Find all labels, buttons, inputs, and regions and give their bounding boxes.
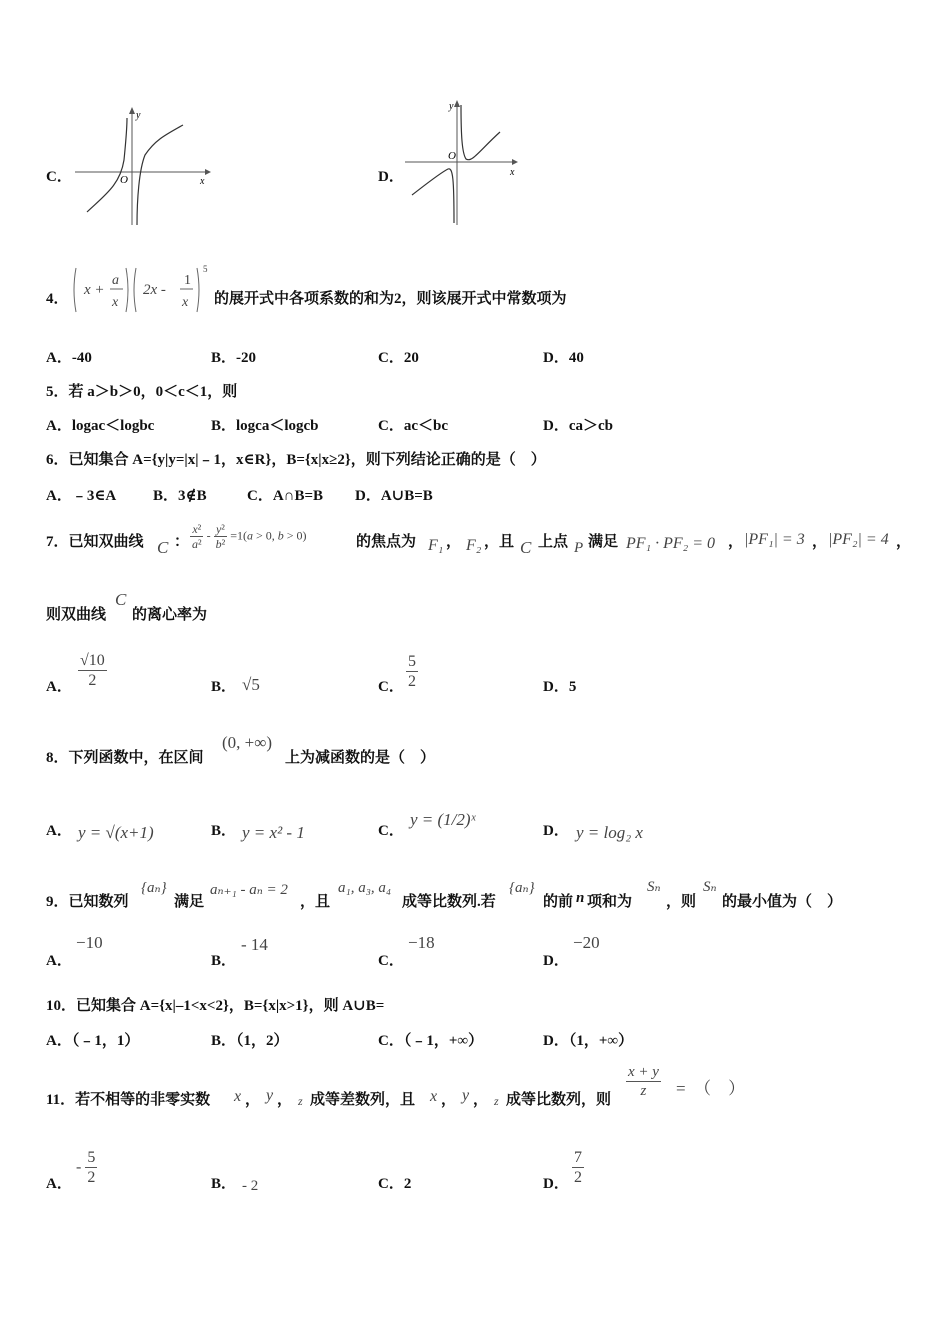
q7-abs-pf1: |PF₁| = 3 [744,531,805,548]
q11-z: z [298,1094,303,1108]
q8-stem-part2: 上为减函数的是（ ） [285,750,436,766]
q9-option-a-label[interactable]: A． [46,953,72,969]
q3-option-d-label: D． [378,169,404,185]
q10-option-c[interactable]: C．（﹣1，+∞） [378,1033,484,1049]
q9-option-b-value: - 14 [241,935,268,954]
q7-option-a-label[interactable]: A． [46,679,72,695]
q6-option-b[interactable]: B．3∉B [153,488,207,504]
q5-option-d[interactable]: D．ca＞cb [543,418,613,434]
q9-option-d-label[interactable]: D． [543,953,569,969]
q9-stem-part7: ，则 [666,894,697,910]
q9-relation: aₙ₊₁ - aₙ = 2 [210,882,288,898]
q9-terms: a₁, a₃, a₄ [338,880,392,896]
q11-stem-part1: 11．若不相等的非零实数 [46,1092,211,1108]
q5-stem: 5．若 a＞b＞0，0＜c＜1，则 [46,384,238,400]
q9-sum: Sₙ [647,879,661,895]
q9-stem-part3: ，且 [300,894,331,910]
q4-option-d[interactable]: D．40 [543,350,584,366]
q7-stem-part1: 7．已知双曲线 [46,534,144,550]
q7-focus-f1: F₁ [428,537,444,554]
svg-text:1: 1 [184,273,191,288]
q11-option-b-value: - 2 [242,1178,259,1194]
q8-option-b-label[interactable]: B． [211,823,237,839]
q11-option-a-label[interactable]: A． [46,1176,72,1192]
q9-stem-part2: 满足 [174,894,205,910]
q11-x: x [234,1088,242,1105]
q3-graph-d [400,95,530,230]
q6-option-a[interactable]: A．﹣3∈A [46,488,117,504]
q8-option-b-value: y = x² - 1 [242,823,305,842]
q11-option-c[interactable]: C．2 [378,1176,412,1192]
q7-option-c-label[interactable]: C． [378,679,404,695]
q8-option-a-value: y = √(x+1) [78,823,154,842]
q8-interval: (0, +∞) [222,733,273,752]
q3-c-y-label: y [136,110,141,121]
q11-stem-part3: 成等比数列，则 [506,1092,612,1108]
q6-option-d[interactable]: D．A∪B=B [355,488,433,504]
q7-option-b-label[interactable]: B． [211,679,237,695]
q4-exponent: 5 [203,264,208,274]
q9-option-d-value: −20 [573,933,600,952]
q9-stem-part1: 9．已知数列 [46,894,129,910]
svg-text:x +: x + [84,282,105,298]
q3-d-x-label: x [510,167,515,178]
q11-fraction: $\frac{x + y}{z}$ [628,1064,659,1099]
q11-option-d-value: $\frac{7}{2}$ [574,1149,582,1187]
q6-stem: 6．已知集合 A={y|y=|x|﹣1，x∈R}，B={x|x≥2}，则下列结论正确的是（ ） [46,452,546,468]
q7-focus-f2: F₂ [466,537,482,554]
q7-stem-part5: 满足 [588,534,619,550]
q9-option-a-value: −10 [76,933,103,952]
q10-option-a[interactable]: A．（﹣1，1） [46,1033,140,1049]
q11-stem-part2: 成等差数列，且 [310,1092,416,1108]
q9-option-b-label[interactable]: B． [211,953,237,969]
q7-abs-pf2: |PF₂| = 4 [828,531,889,548]
q9-option-c-label[interactable]: C． [378,953,404,969]
q11-y: y [266,1087,274,1104]
q7-point-p: P [574,540,584,556]
q9-sum-2: Sₙ [703,879,717,895]
q4-number: 4． [46,291,69,307]
q11-stem-part4: = （ ） [676,1079,746,1098]
q8-option-c-label[interactable]: C． [378,823,404,839]
q8-option-d-label[interactable]: D． [543,823,569,839]
q8-stem-part1: 8．下列函数中，在区间 [46,750,204,766]
q3-option-c-label: C． [46,169,72,185]
svg-text:a: a [112,273,119,288]
q3-c-origin: O [120,174,128,186]
q8-option-c-value: y = (1/2)ˣ [410,810,476,829]
q5-option-c[interactable]: C．ac＜bc [378,418,448,434]
q7-option-c-value: $\frac{5}{2}$ [408,653,416,691]
q9-n: n [576,890,585,906]
q7-stem-part3: ，且 [484,534,515,550]
q7-curve-c: C [157,538,169,557]
q3-graph-c [70,100,215,232]
q7-curve-c-3: C [115,590,127,609]
q3-c-x-label: x [200,176,205,187]
q7-option-b-value: √5 [242,675,260,694]
q7-colon: ： [174,534,190,550]
q8-option-d-value: y = log₂ x [576,823,643,842]
q9-sequence: {aₙ} [141,880,167,896]
q9-stem-part8: 的最小值为（ ） [722,894,843,910]
q4-expression [70,262,215,317]
q6-option-c[interactable]: C．A∩B=B [247,488,324,504]
q11-x-2: x [430,1088,438,1105]
q10-stem: 10．已知集合 A={x|–1<x<2}，B={x|x>1}，则 A∪B= [46,998,385,1014]
q7-option-a-value: $\frac{√10}{2}$ [80,652,105,690]
q9-stem-part5: 的前 [543,894,574,910]
q7-stem-part2: 的焦点为 [356,534,417,550]
q7-line2-part1: 则双曲线 [46,607,107,623]
q4-stem: 的展开式中各项系数的和为2，则该展开式中常数项为 [214,291,567,307]
q7-curve-c-2: C [520,538,532,557]
svg-text:x: x [182,295,189,310]
q10-option-b[interactable]: B．（1，2） [211,1033,289,1049]
q7-stem-part4: 上点 [538,534,569,550]
q9-stem-part6: 项和为 [587,894,633,910]
q7-option-d[interactable]: D．5 [543,679,577,695]
q7-hyperbola-equation: $\frac{\text{x²}}{\text{a²}}$ - $\frac{\text{y²}}{\text{b²}}$ =1(a > 0, b > 0) [192,522,307,552]
q5-option-a[interactable]: A．logac＜logbc [46,418,155,434]
q4-option-b[interactable]: B．-20 [211,350,257,366]
q10-option-d[interactable]: D．（1，+∞） [543,1033,634,1049]
q11-option-d-label[interactable]: D． [543,1176,569,1192]
q11-z-2: z [494,1094,499,1108]
q3-d-origin: O [448,150,456,162]
q9-stem-part4: 成等比数列.若 [402,894,496,910]
q11-y-2: y [462,1087,470,1104]
q4-option-c[interactable]: C．20 [378,350,419,366]
q8-option-a-label[interactable]: A． [46,823,72,839]
q7-line2-part2: 的离心率为 [132,607,208,623]
q3-d-y-label: y [449,101,454,112]
q9-sequence-2: {aₙ} [509,880,535,896]
q5-option-b[interactable]: B．logca＜logcb [211,418,319,434]
q7-dot-product: PF₁ · PF₂ = 0 [626,535,716,552]
svg-text:2x -: 2x - [143,282,166,298]
q4-option-a[interactable]: A．-40 [46,350,92,366]
q9-option-c-value: −18 [408,933,435,952]
svg-text:x: x [112,295,119,310]
q11-option-b-label[interactable]: B． [211,1176,237,1192]
q11-option-a-value: - $\frac{5}{2}$ [76,1149,96,1187]
